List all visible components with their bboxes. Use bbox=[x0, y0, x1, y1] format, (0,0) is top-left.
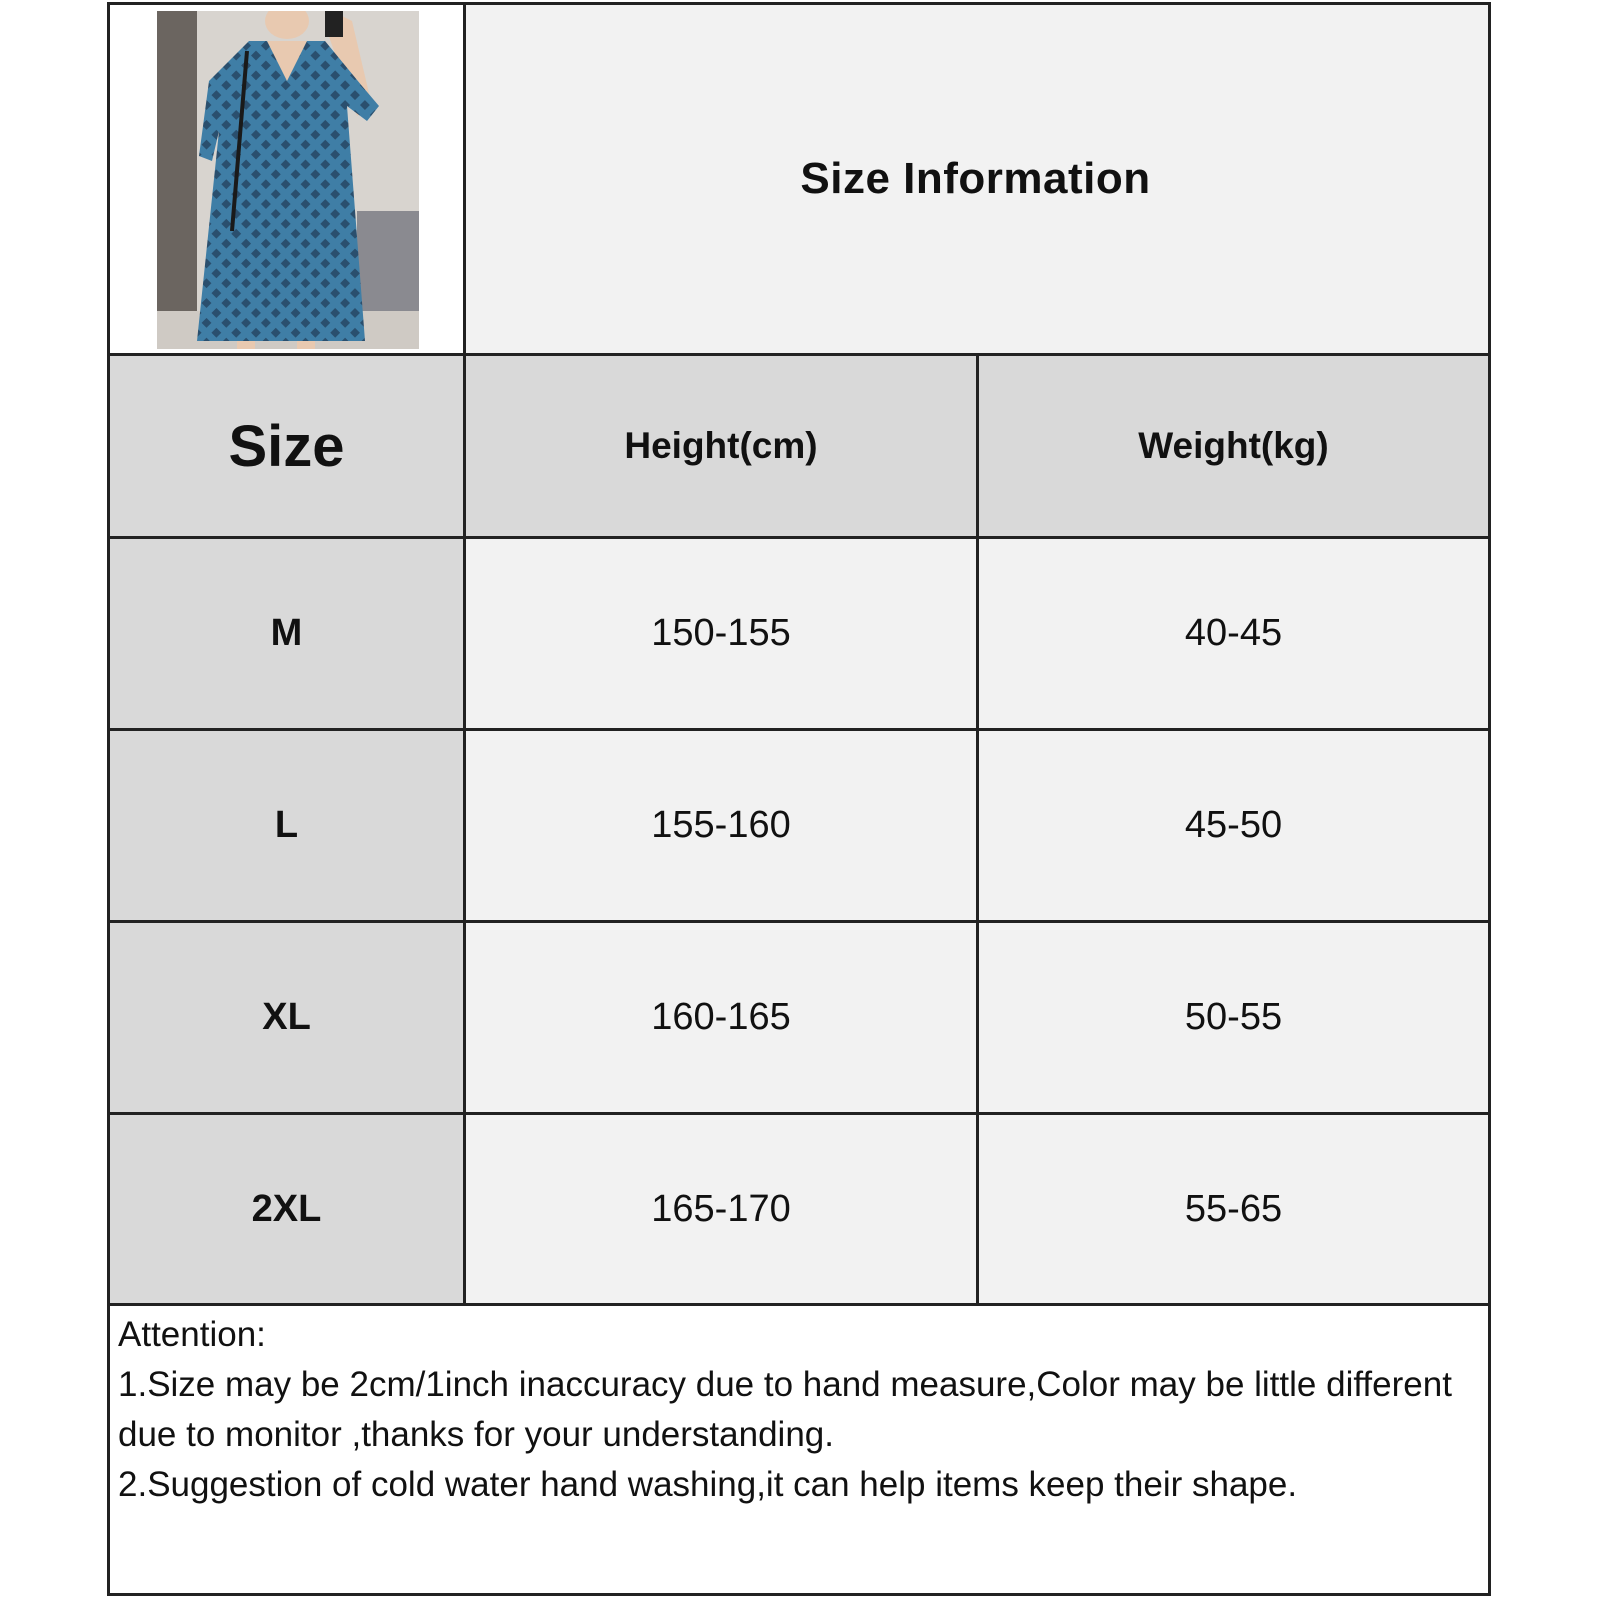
table-row-height: 155-160 bbox=[466, 731, 976, 920]
table-row-weight: 45-50 bbox=[979, 731, 1488, 920]
size-chart bbox=[107, 2, 1491, 1596]
attention-line-1: 1.Size may be 2cm/1inch inaccuracy due to hand measure,Color may be little different due to monitor ,thanks for your understanding. bbox=[118, 1365, 1452, 1454]
header-size: Size bbox=[110, 356, 463, 536]
table-row-height: 160-165 bbox=[466, 923, 976, 1112]
attention-notes bbox=[110, 1306, 1488, 1593]
table-row-size: XL bbox=[110, 923, 463, 1112]
divider bbox=[110, 536, 1488, 539]
table-row-height: 150-155 bbox=[466, 539, 976, 728]
table-row-height: 165-170 bbox=[466, 1115, 976, 1303]
header-height: Height(cm) bbox=[466, 356, 976, 536]
divider bbox=[463, 5, 466, 1303]
table-row-weight: 50-55 bbox=[979, 923, 1488, 1112]
attention-heading: Attention: bbox=[118, 1315, 266, 1354]
table-row-weight: 40-45 bbox=[979, 539, 1488, 728]
product-photo-cell bbox=[110, 5, 463, 353]
title-cell bbox=[463, 5, 1488, 353]
dress-photo bbox=[157, 11, 419, 349]
attention-line-2: 2.Suggestion of cold water hand washing,it can help items keep their shape. bbox=[118, 1465, 1298, 1504]
header-weight: Weight(kg) bbox=[979, 356, 1488, 536]
divider bbox=[110, 1112, 1488, 1115]
divider bbox=[976, 353, 979, 1303]
table-row-size: 2XL bbox=[110, 1115, 463, 1303]
divider bbox=[110, 728, 1488, 731]
table-row-size: M bbox=[110, 539, 463, 728]
table-row-weight: 55-65 bbox=[979, 1115, 1488, 1303]
table-row-size: L bbox=[110, 731, 463, 920]
divider bbox=[110, 920, 1488, 923]
page-title: Size Information bbox=[800, 154, 1151, 203]
divider bbox=[110, 353, 1488, 356]
